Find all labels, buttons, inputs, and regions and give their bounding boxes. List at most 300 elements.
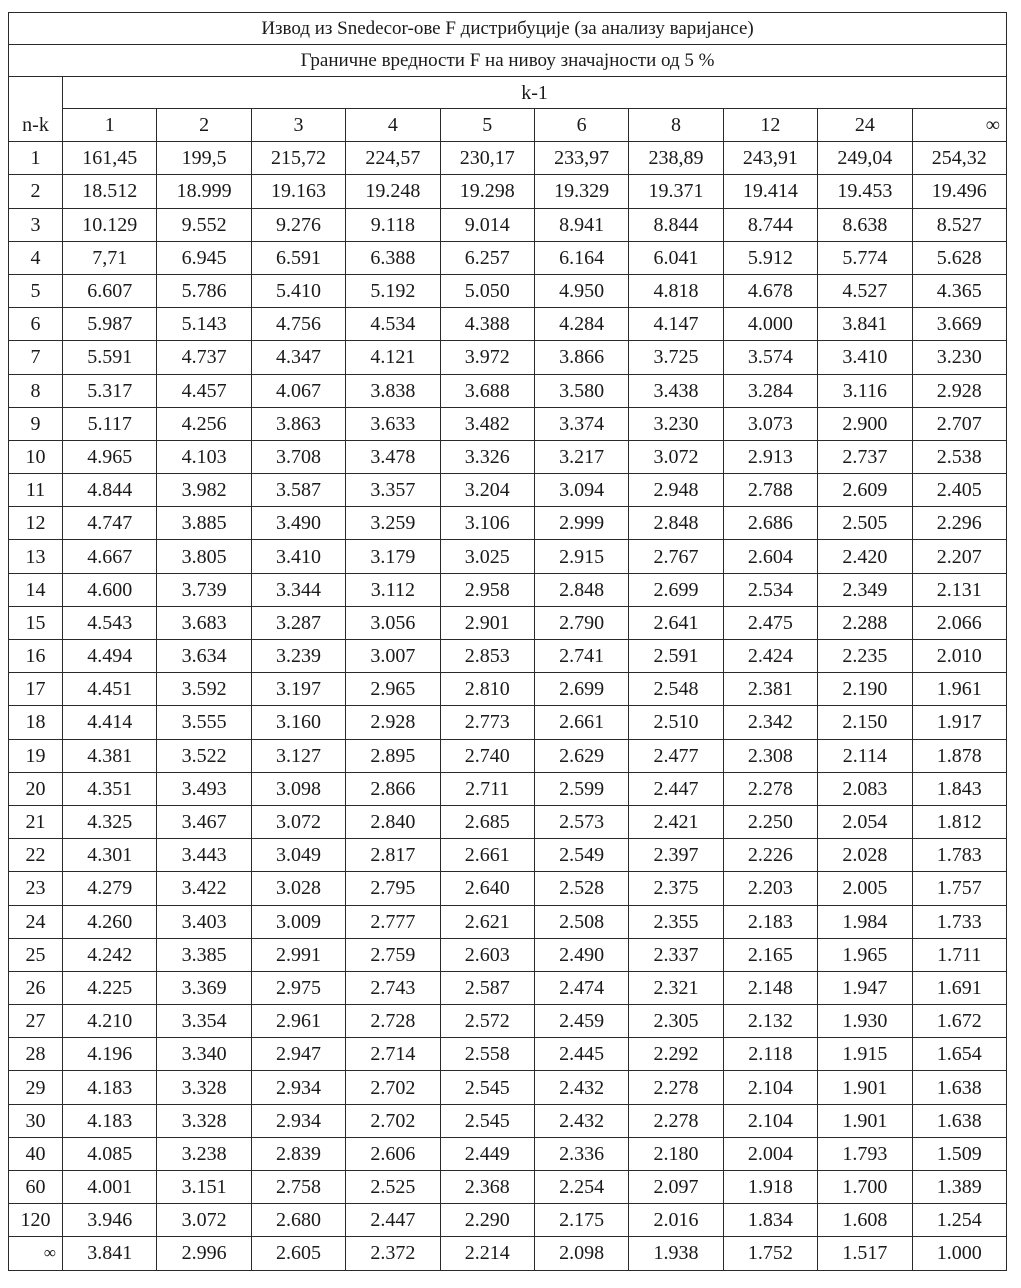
table-cell: 5.317 xyxy=(63,374,157,407)
table-cell: 3.443 xyxy=(157,839,251,872)
table-cell: 2.711 xyxy=(440,772,534,805)
table-cell: 1.254 xyxy=(912,1204,1007,1237)
row-label: 9 xyxy=(9,407,63,440)
table-cell: 2.292 xyxy=(629,1038,723,1071)
table-cell: 2.114 xyxy=(818,739,912,772)
table-row xyxy=(9,341,1007,374)
table-cell: 3.028 xyxy=(251,872,345,905)
table-cell: 2.573 xyxy=(534,805,628,838)
table-cell: 1.654 xyxy=(912,1038,1007,1071)
table-cell: 2.447 xyxy=(346,1204,440,1237)
table-cell: 4.527 xyxy=(818,274,912,307)
table-row xyxy=(9,208,1007,241)
table-cell: 6.257 xyxy=(440,241,534,274)
table-cell: 2.999 xyxy=(534,507,628,540)
table-cell: 2.839 xyxy=(251,1137,345,1170)
table-cell: 4.147 xyxy=(629,308,723,341)
table-cell: 6.164 xyxy=(534,241,628,274)
table-row xyxy=(9,1005,1007,1038)
table-cell: 2.305 xyxy=(629,1005,723,1038)
table-row xyxy=(9,540,1007,573)
table-row xyxy=(9,673,1007,706)
table-cell: 6.388 xyxy=(346,241,440,274)
table-cell: 2.788 xyxy=(723,474,817,507)
table-subtitle: Граничне вредности F на нивоу значајности од 5 % xyxy=(9,45,1007,77)
table-cell: 243,91 xyxy=(723,142,817,175)
row-label: 13 xyxy=(9,540,63,573)
table-cell: 4.103 xyxy=(157,440,251,473)
table-row xyxy=(9,308,1007,341)
table-row xyxy=(9,1204,1007,1237)
table-cell: 4.543 xyxy=(63,606,157,639)
table-cell: 2.900 xyxy=(818,407,912,440)
table-cell: 4.534 xyxy=(346,308,440,341)
table-cell: 2.661 xyxy=(534,706,628,739)
row-label: 26 xyxy=(9,971,63,1004)
row-label: 14 xyxy=(9,573,63,606)
column-header: 2 xyxy=(157,109,251,142)
table-cell: 2.148 xyxy=(723,971,817,1004)
table-cell: 3.056 xyxy=(346,606,440,639)
row-label: 20 xyxy=(9,772,63,805)
table-cell: 1.752 xyxy=(723,1237,817,1270)
table-cell: 19.371 xyxy=(629,175,723,208)
table-cell: 249,04 xyxy=(818,142,912,175)
table-cell: 2.097 xyxy=(629,1171,723,1204)
row-label: ∞ xyxy=(9,1237,63,1270)
row-label: 2 xyxy=(9,175,63,208)
table-cell: 1.915 xyxy=(818,1038,912,1071)
table-cell: 2.528 xyxy=(534,872,628,905)
table-cell: 1.938 xyxy=(629,1237,723,1270)
table-title-row xyxy=(9,13,1007,45)
table-cell: 2.250 xyxy=(723,805,817,838)
row-header-label: n-k xyxy=(9,77,63,142)
table-cell: 5.591 xyxy=(63,341,157,374)
table-cell: 2.958 xyxy=(440,573,534,606)
table-cell: 3.328 xyxy=(157,1071,251,1104)
table-cell: 6.607 xyxy=(63,274,157,307)
table-cell: 2.235 xyxy=(818,640,912,673)
table-row xyxy=(9,274,1007,307)
table-row xyxy=(9,573,1007,606)
table-cell: 1.901 xyxy=(818,1071,912,1104)
table-cell: 1.757 xyxy=(912,872,1007,905)
table-cell: 3.633 xyxy=(346,407,440,440)
table-cell: 4.225 xyxy=(63,971,157,1004)
table-cell: 2.183 xyxy=(723,905,817,938)
table-cell: 4.737 xyxy=(157,341,251,374)
table-cell: 2.214 xyxy=(440,1237,534,1270)
row-label: 8 xyxy=(9,374,63,407)
table-cell: 1.672 xyxy=(912,1005,1007,1038)
table-cell: 4.301 xyxy=(63,839,157,872)
table-cell: 1.961 xyxy=(912,673,1007,706)
table-cell: 1.691 xyxy=(912,971,1007,1004)
table-cell: 2.759 xyxy=(346,938,440,971)
table-cell: 3.482 xyxy=(440,407,534,440)
table-cell: 2.010 xyxy=(912,640,1007,673)
table-cell: 4.844 xyxy=(63,474,157,507)
table-cell: 2.104 xyxy=(723,1071,817,1104)
table-cell: 2.375 xyxy=(629,872,723,905)
table-cell: 1.834 xyxy=(723,1204,817,1237)
table-cell: 2.165 xyxy=(723,938,817,971)
table-cell: 1.389 xyxy=(912,1171,1007,1204)
table-cell: 2.603 xyxy=(440,938,534,971)
table-cell: 4.260 xyxy=(63,905,157,938)
table-cell: 2.702 xyxy=(346,1071,440,1104)
table-cell: 2.737 xyxy=(818,440,912,473)
table-cell: 2.741 xyxy=(534,640,628,673)
table-cell: 19.163 xyxy=(251,175,345,208)
table-cell: 3.708 xyxy=(251,440,345,473)
table-cell: 2.424 xyxy=(723,640,817,673)
table-cell: 199,5 xyxy=(157,142,251,175)
table-cell: 3.217 xyxy=(534,440,628,473)
table-cell: 2.641 xyxy=(629,606,723,639)
row-label: 11 xyxy=(9,474,63,507)
table-cell: 2.996 xyxy=(157,1237,251,1270)
table-cell: 8.638 xyxy=(818,208,912,241)
table-cell: 3.009 xyxy=(251,905,345,938)
column-header: 12 xyxy=(723,109,817,142)
table-cell: 3.841 xyxy=(63,1237,157,1270)
table-cell: 6.945 xyxy=(157,241,251,274)
table-cell: 3.007 xyxy=(346,640,440,673)
table-cell: 3.049 xyxy=(251,839,345,872)
table-row xyxy=(9,1038,1007,1071)
table-cell: 1.700 xyxy=(818,1171,912,1204)
table-cell: 4.085 xyxy=(63,1137,157,1170)
table-cell: 1.918 xyxy=(723,1171,817,1204)
table-cell: 2.490 xyxy=(534,938,628,971)
table-cell: 3.340 xyxy=(157,1038,251,1071)
table-cell: 3.106 xyxy=(440,507,534,540)
table-cell: 8.744 xyxy=(723,208,817,241)
table-cell: 224,57 xyxy=(346,142,440,175)
table-cell: 2.254 xyxy=(534,1171,628,1204)
table-cell: 3.592 xyxy=(157,673,251,706)
table-cell: 3.369 xyxy=(157,971,251,1004)
table-cell: 3.025 xyxy=(440,540,534,573)
table-cell: 1.000 xyxy=(912,1237,1007,1270)
table-cell: 2.848 xyxy=(629,507,723,540)
column-header: ∞ xyxy=(912,109,1007,142)
table-cell: 2.131 xyxy=(912,573,1007,606)
table-cell: 2.605 xyxy=(251,1237,345,1270)
table-cell: 3.841 xyxy=(818,308,912,341)
table-cell: 3.204 xyxy=(440,474,534,507)
table-cell: 4.494 xyxy=(63,640,157,673)
table-cell: 3.230 xyxy=(912,341,1007,374)
table-cell: 1.878 xyxy=(912,739,1007,772)
table-cell: 2.445 xyxy=(534,1038,628,1071)
table-cell: 3.354 xyxy=(157,1005,251,1038)
table-cell: 3.259 xyxy=(346,507,440,540)
table-row xyxy=(9,1104,1007,1137)
table-cell: 8.844 xyxy=(629,208,723,241)
table-cell: 233,97 xyxy=(534,142,628,175)
table-cell: 3.838 xyxy=(346,374,440,407)
row-label: 120 xyxy=(9,1204,63,1237)
table-row xyxy=(9,938,1007,971)
table-cell: 2.901 xyxy=(440,606,534,639)
table-cell: 9.552 xyxy=(157,208,251,241)
table-cell: 8.527 xyxy=(912,208,1007,241)
table-cell: 2.767 xyxy=(629,540,723,573)
table-cell: 2.203 xyxy=(723,872,817,905)
table-cell: 2.548 xyxy=(629,673,723,706)
table-cell: 2.621 xyxy=(440,905,534,938)
table-cell: 2.349 xyxy=(818,573,912,606)
table-row xyxy=(9,905,1007,938)
row-label: 29 xyxy=(9,1071,63,1104)
table-cell: 2.308 xyxy=(723,739,817,772)
table-cell: 2.132 xyxy=(723,1005,817,1038)
table-cell: 4.747 xyxy=(63,507,157,540)
column-header: 24 xyxy=(818,109,912,142)
table-cell: 3.574 xyxy=(723,341,817,374)
table-cell: 2.538 xyxy=(912,440,1007,473)
table-cell: 2.296 xyxy=(912,507,1007,540)
table-row xyxy=(9,872,1007,905)
column-header: 6 xyxy=(534,109,628,142)
table-cell: 5.774 xyxy=(818,241,912,274)
table-cell: 3.112 xyxy=(346,573,440,606)
table-cell: 3.072 xyxy=(251,805,345,838)
table-cell: 1.783 xyxy=(912,839,1007,872)
table-cell: 2.368 xyxy=(440,1171,534,1204)
row-label: 40 xyxy=(9,1137,63,1170)
table-cell: 2.525 xyxy=(346,1171,440,1204)
row-label: 28 xyxy=(9,1038,63,1071)
row-label: 24 xyxy=(9,905,63,938)
table-cell: 3.688 xyxy=(440,374,534,407)
table-cell: 3.179 xyxy=(346,540,440,573)
table-row xyxy=(9,805,1007,838)
table-cell: 1.812 xyxy=(912,805,1007,838)
table-cell: 2.948 xyxy=(629,474,723,507)
table-cell: 3.982 xyxy=(157,474,251,507)
table-cell: 2.545 xyxy=(440,1104,534,1137)
table-cell: 5.987 xyxy=(63,308,157,341)
row-label: 30 xyxy=(9,1104,63,1137)
table-cell: 4.451 xyxy=(63,673,157,706)
table-cell: 18.999 xyxy=(157,175,251,208)
row-label: 60 xyxy=(9,1171,63,1204)
table-row xyxy=(9,839,1007,872)
table-cell: 5.050 xyxy=(440,274,534,307)
table-cell: 3.478 xyxy=(346,440,440,473)
table-cell: 4.256 xyxy=(157,407,251,440)
table-cell: 2.795 xyxy=(346,872,440,905)
table-cell: 2.054 xyxy=(818,805,912,838)
table-cell: 2.028 xyxy=(818,839,912,872)
table-cell: 2.226 xyxy=(723,839,817,872)
table-cell: 5.117 xyxy=(63,407,157,440)
table-cell: 2.740 xyxy=(440,739,534,772)
table-subtitle-row xyxy=(9,45,1007,77)
table-cell: 4.351 xyxy=(63,772,157,805)
table-cell: 2.477 xyxy=(629,739,723,772)
table-cell: 4.457 xyxy=(157,374,251,407)
table-cell: 1.509 xyxy=(912,1137,1007,1170)
column-group-label: k-1 xyxy=(63,77,1007,109)
table-cell: 1.947 xyxy=(818,971,912,1004)
table-cell: 3.160 xyxy=(251,706,345,739)
table-cell: 2.475 xyxy=(723,606,817,639)
row-label: 12 xyxy=(9,507,63,540)
table-cell: 2.680 xyxy=(251,1204,345,1237)
table-cell: 2.934 xyxy=(251,1104,345,1137)
table-cell: 2.572 xyxy=(440,1005,534,1038)
table-cell: 6.591 xyxy=(251,241,345,274)
table-cell: 2.118 xyxy=(723,1038,817,1071)
table-cell: 2.777 xyxy=(346,905,440,938)
table-row xyxy=(9,142,1007,175)
table-cell: 2.505 xyxy=(818,507,912,540)
row-label: 4 xyxy=(9,241,63,274)
table-cell: 2.175 xyxy=(534,1204,628,1237)
table-cell: 2.587 xyxy=(440,971,534,1004)
row-label: 21 xyxy=(9,805,63,838)
table-cell: 5.786 xyxy=(157,274,251,307)
table-cell: 4.667 xyxy=(63,540,157,573)
table-cell: 161,45 xyxy=(63,142,157,175)
table-cell: 2.606 xyxy=(346,1137,440,1170)
row-label: 27 xyxy=(9,1005,63,1038)
table-cell: 3.739 xyxy=(157,573,251,606)
table-cell: 19.414 xyxy=(723,175,817,208)
table-row xyxy=(9,1071,1007,1104)
table-cell: 3.344 xyxy=(251,573,345,606)
table-cell: 4.965 xyxy=(63,440,157,473)
row-label: 19 xyxy=(9,739,63,772)
table-cell: 4.183 xyxy=(63,1071,157,1104)
table-row xyxy=(9,772,1007,805)
table-cell: 19.298 xyxy=(440,175,534,208)
table-cell: 2.558 xyxy=(440,1038,534,1071)
table-cell: 2.459 xyxy=(534,1005,628,1038)
table-cell: 2.207 xyxy=(912,540,1007,573)
row-label: 23 xyxy=(9,872,63,905)
table-cell: 3.127 xyxy=(251,739,345,772)
column-header-row xyxy=(9,109,1007,142)
table-cell: 2.337 xyxy=(629,938,723,971)
table-cell: 2.758 xyxy=(251,1171,345,1204)
table-cell: 19.453 xyxy=(818,175,912,208)
table-cell: 4.414 xyxy=(63,706,157,739)
table-cell: 1.517 xyxy=(818,1237,912,1270)
table-cell: 3.972 xyxy=(440,341,534,374)
table-cell: 2.278 xyxy=(723,772,817,805)
table-cell: 2.372 xyxy=(346,1237,440,1270)
table-cell: 4.001 xyxy=(63,1171,157,1204)
table-body xyxy=(9,13,1007,1271)
f-distribution-table xyxy=(8,12,1007,1271)
table-cell: 2.342 xyxy=(723,706,817,739)
table-cell: 3.098 xyxy=(251,772,345,805)
table-cell: 3.094 xyxy=(534,474,628,507)
table-cell: 2.288 xyxy=(818,606,912,639)
table-row xyxy=(9,175,1007,208)
table-cell: 3.863 xyxy=(251,407,345,440)
table-cell: 3.490 xyxy=(251,507,345,540)
table-cell: 2.743 xyxy=(346,971,440,1004)
table-cell: 4.678 xyxy=(723,274,817,307)
table-cell: 3.669 xyxy=(912,308,1007,341)
table-cell: 1.843 xyxy=(912,772,1007,805)
table-row xyxy=(9,507,1007,540)
table-cell: 3.072 xyxy=(157,1204,251,1237)
table-cell: 2.005 xyxy=(818,872,912,905)
table-row xyxy=(9,440,1007,473)
table-cell: 5.143 xyxy=(157,308,251,341)
table-cell: 1.917 xyxy=(912,706,1007,739)
column-header: 5 xyxy=(440,109,534,142)
table-cell: 3.410 xyxy=(251,540,345,573)
column-header: 8 xyxy=(629,109,723,142)
table-cell: 3.805 xyxy=(157,540,251,573)
table-cell: 4.210 xyxy=(63,1005,157,1038)
table-cell: 1.733 xyxy=(912,905,1007,938)
table-row xyxy=(9,474,1007,507)
table-cell: 3.493 xyxy=(157,772,251,805)
table-cell: 215,72 xyxy=(251,142,345,175)
table-cell: 2.991 xyxy=(251,938,345,971)
table-cell: 10.129 xyxy=(63,208,157,241)
table-cell: 1.638 xyxy=(912,1104,1007,1137)
table-cell: 5.628 xyxy=(912,241,1007,274)
table-cell: 230,17 xyxy=(440,142,534,175)
table-cell: 2.549 xyxy=(534,839,628,872)
table-cell: 2.915 xyxy=(534,540,628,573)
table-cell: 2.449 xyxy=(440,1137,534,1170)
table-cell: 6.041 xyxy=(629,241,723,274)
table-cell: 2.150 xyxy=(818,706,912,739)
table-cell: 4.388 xyxy=(440,308,534,341)
table-cell: 1.711 xyxy=(912,938,1007,971)
table-cell: 3.422 xyxy=(157,872,251,905)
table-cell: 2.278 xyxy=(629,1071,723,1104)
table-cell: 3.151 xyxy=(157,1171,251,1204)
table-cell: 3.385 xyxy=(157,938,251,971)
table-cell: 2.928 xyxy=(346,706,440,739)
table-cell: 3.072 xyxy=(629,440,723,473)
table-cell: 3.326 xyxy=(440,440,534,473)
table-row xyxy=(9,241,1007,274)
table-cell: 3.357 xyxy=(346,474,440,507)
table-cell: 2.066 xyxy=(912,606,1007,639)
table-cell: 2.510 xyxy=(629,706,723,739)
table-cell: 2.961 xyxy=(251,1005,345,1038)
table-cell: 4.818 xyxy=(629,274,723,307)
table-cell: 2.934 xyxy=(251,1071,345,1104)
table-cell: 2.098 xyxy=(534,1237,628,1270)
row-label: 3 xyxy=(9,208,63,241)
table-cell: 4.000 xyxy=(723,308,817,341)
table-cell: 2.405 xyxy=(912,474,1007,507)
table-cell: 4.196 xyxy=(63,1038,157,1071)
table-cell: 4.067 xyxy=(251,374,345,407)
table-cell: 2.278 xyxy=(629,1104,723,1137)
table-cell: 2.686 xyxy=(723,507,817,540)
table-cell: 3.946 xyxy=(63,1204,157,1237)
table-cell: 2.432 xyxy=(534,1071,628,1104)
table-cell: 2.016 xyxy=(629,1204,723,1237)
row-label: 1 xyxy=(9,142,63,175)
